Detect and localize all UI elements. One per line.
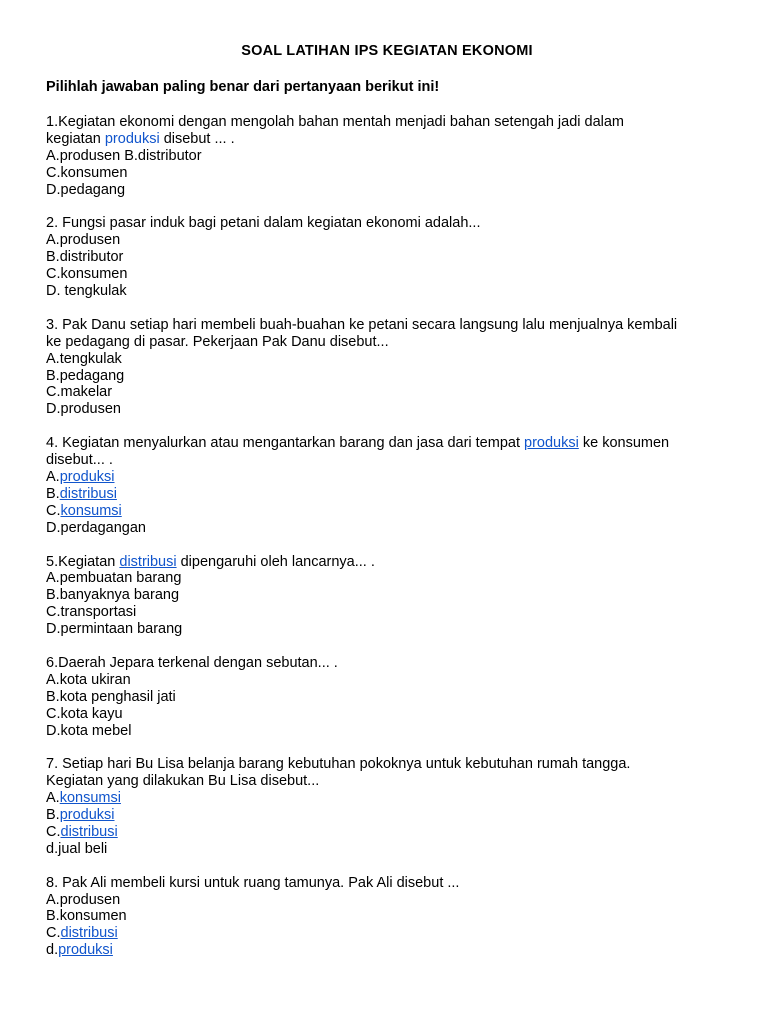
question-6-stem: 6.Daerah Jepara terkenal dengan sebutan... . bbox=[46, 654, 338, 671]
question-8-option-a: A.produsen bbox=[46, 891, 121, 908]
question-2-option-c: C.konsumen bbox=[46, 266, 128, 283]
question-3-option-a: A.tengkulak bbox=[46, 350, 122, 367]
question-5 bbox=[46, 554, 728, 639]
question-1-option-ab: A.produsen B.distributor bbox=[46, 147, 202, 164]
question-5-stem-text: 5.Kegiatan bbox=[46, 553, 120, 570]
question-8-option-c bbox=[46, 925, 728, 942]
link-distribusi[interactable]: distribusi bbox=[60, 823, 118, 840]
question-6-option-c: C.kota kayu bbox=[46, 705, 123, 722]
question-6-option-a: A.kota ukiran bbox=[46, 671, 131, 688]
question-list bbox=[46, 114, 728, 959]
question-4-stem-text: ke konsumen bbox=[578, 435, 670, 452]
question-5-option-d: D.permintaan barang bbox=[46, 621, 183, 638]
question-6 bbox=[46, 655, 728, 740]
link-distribusi[interactable]: distribusi bbox=[60, 925, 118, 942]
question-2-option-a: A.produsen bbox=[46, 232, 121, 249]
link-produksi[interactable]: produksi bbox=[59, 468, 115, 485]
question-6-option-d: D.kota mebel bbox=[46, 722, 132, 739]
question-1-stem: 1.Kegiatan ekonomi dengan mengolah bahan mentah menjadi bahan setengah jadi dalam bbox=[46, 114, 625, 130]
question-1-stem-text: kegiatan bbox=[46, 130, 105, 147]
question-7-option-a bbox=[46, 790, 728, 807]
option-prefix: d. bbox=[46, 942, 59, 959]
question-1-option-d: D.pedagang bbox=[46, 181, 126, 198]
question-3-stem-cont: ke pedagang di pasar. Pekerjaan Pak Danu disebut... bbox=[46, 333, 389, 350]
question-5-option-c: C.transportasi bbox=[46, 604, 137, 621]
question-3-stem: 3. Pak Danu setiap hari membeli buah-buahan ke petani secara langsung lalu menjualnya kembali bbox=[46, 316, 678, 333]
question-7 bbox=[46, 756, 728, 857]
instruction-text: Pilihlah jawaban paling benar dari pertanyaan berikut ini! bbox=[46, 79, 440, 95]
question-4-stem-cont: disebut... . bbox=[46, 452, 113, 469]
option-prefix: C. bbox=[46, 502, 61, 519]
link-konsumsi[interactable]: konsumsi bbox=[59, 790, 121, 807]
document-title: SOAL LATIHAN IPS KEGIATAN EKONOMI bbox=[241, 43, 533, 59]
question-3-option-d: D.produsen bbox=[46, 401, 121, 418]
question-4-stem-text: 4. Kegiatan menyalurkan atau mengantarkan barang dan jasa dari tempat bbox=[46, 435, 525, 452]
option-prefix: A. bbox=[46, 790, 60, 807]
question-2-option-d: D. tengkulak bbox=[46, 283, 127, 300]
link-konsumsi[interactable]: konsumsi bbox=[60, 502, 122, 519]
link-distribusi[interactable]: distribusi bbox=[119, 553, 177, 570]
question-1-stem-cont bbox=[46, 131, 728, 148]
question-1-stem-text: disebut ... . bbox=[159, 130, 235, 147]
question-8 bbox=[46, 875, 728, 960]
question-7-option-d: d.jual beli bbox=[46, 840, 108, 857]
question-4-option-c bbox=[46, 503, 728, 520]
option-prefix: C. bbox=[46, 823, 61, 840]
question-8-option-b: B.konsumen bbox=[46, 908, 127, 925]
option-prefix: A. bbox=[46, 468, 60, 485]
question-2 bbox=[46, 215, 728, 300]
question-4-option-b bbox=[46, 486, 728, 503]
question-5-stem bbox=[46, 554, 728, 571]
link-produksi[interactable]: produksi bbox=[524, 435, 579, 452]
question-8-option-d bbox=[46, 942, 728, 959]
question-7-option-b bbox=[46, 807, 728, 824]
question-2-option-b: B.distributor bbox=[46, 249, 124, 266]
question-5-option-b: B.banyaknya barang bbox=[46, 587, 180, 604]
question-7-option-c bbox=[46, 824, 728, 841]
option-prefix: B. bbox=[46, 807, 60, 824]
question-4-option-d: D.perdagangan bbox=[46, 519, 146, 536]
question-3-option-b: B.pedagang bbox=[46, 367, 125, 384]
link-distribusi[interactable]: distribusi bbox=[59, 485, 117, 502]
question-4-option-a bbox=[46, 469, 728, 486]
question-3-option-c: C.makelar bbox=[46, 384, 113, 401]
question-7-stem-cont: Kegiatan yang dilakukan Bu Lisa disebut... bbox=[46, 773, 320, 790]
link-produksi[interactable]: produksi bbox=[59, 807, 115, 824]
question-5-stem-text: dipengaruhi oleh lancarnya... . bbox=[176, 553, 375, 570]
question-4-stem bbox=[46, 435, 728, 452]
question-1 bbox=[46, 114, 728, 199]
question-2-stem: 2. Fungsi pasar induk bagi petani dalam kegiatan ekonomi adalah... bbox=[46, 215, 481, 232]
question-6-option-b: B.kota penghasil jati bbox=[46, 688, 176, 705]
link-produksi[interactable]: produksi bbox=[58, 942, 113, 959]
option-prefix: B. bbox=[46, 485, 60, 502]
question-8-stem: 8. Pak Ali membeli kursi untuk ruang tamunya. Pak Ali disebut ... bbox=[46, 874, 460, 891]
option-prefix: C. bbox=[46, 925, 61, 942]
link-produksi[interactable]: produksi bbox=[104, 130, 160, 147]
question-3 bbox=[46, 317, 728, 418]
question-4 bbox=[46, 435, 728, 536]
question-1-option-c: C.konsumen bbox=[46, 164, 128, 181]
question-5-option-a: A.pembuatan barang bbox=[46, 570, 182, 587]
question-7-stem: 7. Setiap hari Bu Lisa belanja barang kebutuhan pokoknya untuk kebutuhan rumah tangga. bbox=[46, 756, 631, 773]
